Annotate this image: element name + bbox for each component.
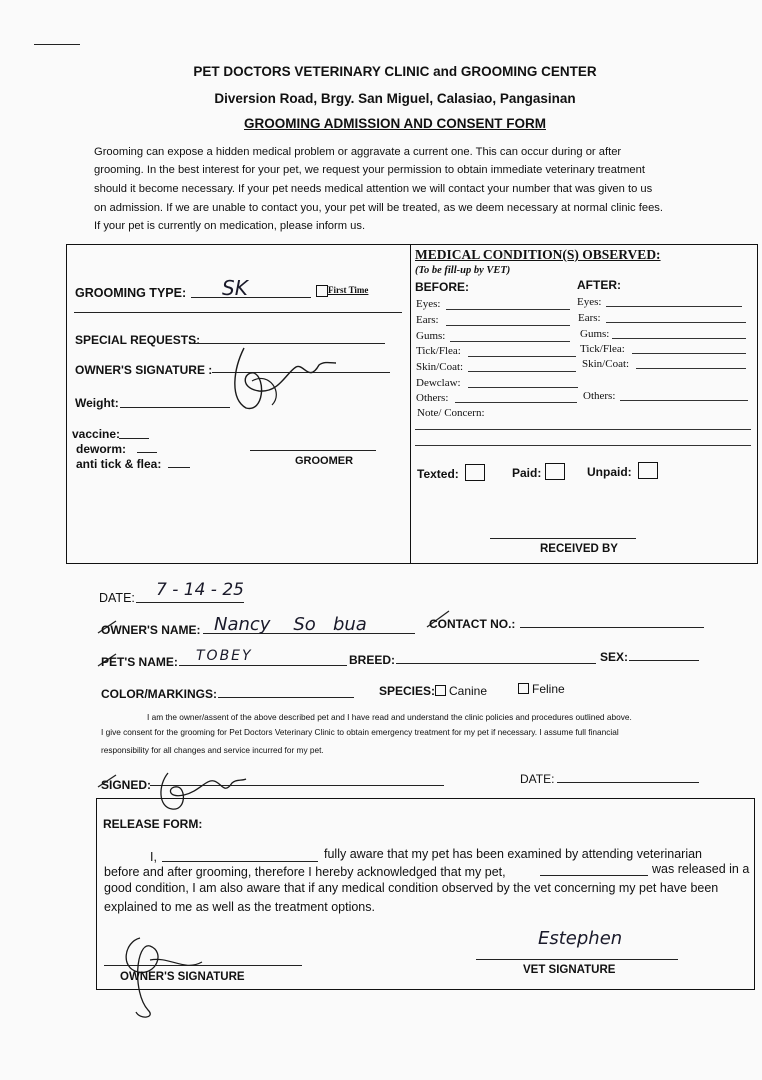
after-label: AFTER: [577,278,621,292]
after-gums-field[interactable] [612,338,746,339]
species-label: SPECIES: [379,684,436,698]
canine-option[interactable] [435,684,487,698]
pet-name-field[interactable] [179,665,347,666]
date-field[interactable] [136,602,244,603]
vet-signature-value: Estephen [538,928,623,949]
before-ears-label: Ears: [416,314,439,326]
vaccine-field[interactable] [119,438,149,439]
medical-title: MEDICAL CONDITION(S) OBSERVED: [415,247,661,262]
received-by-label: RECEIVED BY [540,543,618,555]
contact-label: CONTACT NO.: [429,617,516,631]
groomer-signature-field[interactable] [250,450,376,451]
after-eyes-field[interactable] [606,306,742,307]
sex-field[interactable] [629,660,699,661]
before-others-field[interactable] [455,402,577,403]
intro-line: grooming. In the best interest for your pet, we request your permission to obtain immediate veterinary treatment [94,164,645,176]
pet-name-label: PET'S NAME: [101,655,178,669]
after-tickflea-field[interactable] [632,353,746,354]
grooming-type-extra-line [74,312,402,313]
contact-field[interactable] [520,627,704,628]
intro-line: Grooming can expose a hidden medical problem or aggravate a current one. This can occur during or after [94,146,622,158]
texted-checkbox[interactable] [465,464,485,481]
panel-divider [410,244,411,564]
after-others-field[interactable] [620,400,748,401]
before-eyes-field[interactable] [446,309,570,310]
special-requests-label: SPECIAL REQUESTS: [75,333,201,347]
owner-release-signature-label: OWNER'S SIGNATURE [120,971,245,983]
owner-signature-scribble [224,343,344,413]
intro-line: on admission. If we are unable to contact you, your pet will be treated, as we deem necessary at normal clinic fees. [94,202,663,214]
before-dewclaw-field[interactable] [468,387,578,388]
before-tickflea-label: Tick/Flea: [416,345,461,357]
release-text: good condition, I am also aware that if any medical condition observed by the vet concerning my pet have been [104,881,719,895]
grooming-type-field[interactable] [191,297,311,298]
release-text: fully aware that my pet has been examined by attending veterinarian [324,847,703,861]
breed-label: BREED: [349,653,396,667]
before-skincoat-field[interactable] [468,371,576,372]
release-text: before and after grooming, therefore I hereby acknowledged that my pet, [104,865,506,879]
after-tickflea-label: Tick/Flea: [580,343,625,355]
before-gums-label: Gums: [416,330,446,342]
received-by-field[interactable] [490,538,636,539]
date-value: 7 - 14 - 25 [156,580,244,600]
after-skincoat-label: Skin/Coat: [582,358,630,370]
color-markings-field[interactable] [218,697,354,698]
after-ears-label: Ears: [578,312,601,324]
medical-subtitle: (To be fill-up by VET) [415,265,511,276]
canine-label: Canine [449,684,488,698]
breed-field[interactable] [396,663,596,664]
grooming-type-label: GROOMING TYPE: [75,286,187,300]
unpaid-checkbox[interactable] [638,462,658,479]
release-text: was released in a [652,862,750,876]
deworm-label: deworm: [76,442,127,456]
vaccine-label: vaccine: [72,427,121,441]
consent-line: I give consent for the grooming for Pet Doctors Veterinary Clinic to obtain emergency treatment for my pet if necessary. I assume full financial [101,727,619,737]
vet-signature-label: VET SIGNATURE [523,964,616,976]
feline-label: Feline [532,682,565,696]
consent-line: responsibility for all changes and service incurred for my pet. [101,745,324,755]
color-markings-label: COLOR/MARKINGS: [101,687,217,701]
groomer-label: GROOMER [295,455,354,467]
before-dewclaw-label: Dewclaw: [416,377,461,389]
deworm-field[interactable] [137,452,157,453]
anti-tick-label: anti tick & flea: [76,457,162,471]
unpaid-label: Unpaid: [587,465,632,479]
release-text: explained to me as well as the treatment options. [104,900,375,914]
anti-tick-field[interactable] [168,467,190,468]
note-line-1[interactable] [415,429,751,430]
signed-date-label: DATE: [520,772,555,786]
intro-line: If your pet is currently on medication, please inform us. [94,220,366,232]
canine-checkbox[interactable] [435,685,446,696]
owner-name-label: OWNER'S NAME: [101,623,201,637]
form-title: GROOMING ADMISSION AND CONSENT FORM [244,116,546,131]
before-others-label: Others: [416,392,449,404]
clinic-address: Diversion Road, Brgy. San Miguel, Calasiao, Pangasinan [214,91,576,106]
before-eyes-label: Eyes: [416,298,441,310]
note-line-2[interactable] [415,445,751,446]
vet-signature-field[interactable] [476,959,678,960]
before-label: BEFORE: [415,280,469,294]
clinic-name: PET DOCTORS VETERINARY CLINIC and GROOMING CENTER [193,64,597,79]
note-concern-label: Note/ Concern: [417,407,485,419]
feline-option[interactable] [518,682,565,696]
release-pet-field[interactable] [540,875,648,876]
scan-mark [34,44,80,45]
after-ears-field[interactable] [606,322,746,323]
before-ears-field[interactable] [446,325,570,326]
before-tickflea-field[interactable] [468,356,576,357]
signed-date-field[interactable] [557,782,699,783]
texted-label: Texted: [417,467,459,481]
weight-label: Weight: [75,396,119,410]
consent-line: I am the owner/assent of the above described pet and I have read and understand the clinic policies and procedures outlined above. [147,712,632,722]
first-time-label: First Time [328,285,369,295]
release-name-field[interactable] [162,861,318,862]
signed-label: SIGNED: [101,778,152,792]
before-skincoat-label: Skin/Coat: [416,361,464,373]
owners-signature-label: OWNER'S SIGNATURE : [75,363,213,377]
owner-name-value: Nancy So bua [214,614,367,635]
after-others-label: Others: [583,390,616,402]
sex-label: SEX: [600,650,629,664]
intro-line: should it become necessary. If your pet needs medical attention we will contact your number that was given to us [94,183,653,195]
grooming-type-value: SK [222,276,248,300]
after-eyes-label: Eyes: [577,296,602,308]
weight-field[interactable] [120,407,230,408]
pet-name-value: TOBEY [196,648,253,664]
release-title: RELEASE FORM: [103,817,203,831]
first-time-checkbox[interactable] [316,285,328,297]
feline-checkbox[interactable] [518,683,529,694]
release-i-label: I, [150,850,157,864]
after-skincoat-field[interactable] [636,368,746,369]
after-gums-label: Gums: [580,328,610,340]
paid-label: Paid: [512,466,542,480]
paid-checkbox[interactable] [545,463,565,480]
date-label: DATE: [99,591,135,605]
before-gums-field[interactable] [450,341,570,342]
